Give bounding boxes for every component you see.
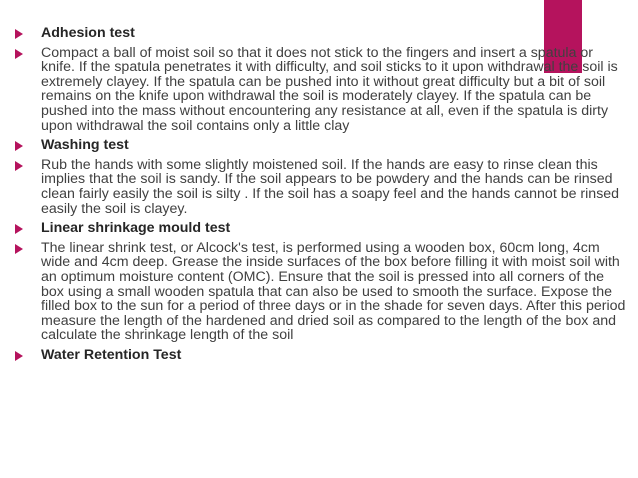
bullet-text: Rub the hands with some slightly moistened soil. If the hands are easy to rinse clean this implies that the soil is sandy. If the soil appears to be powdery and the hands can be rinsed clean fairly easily the soil is silty . If the soil has a soapy feel and the hands cannot be rinsed easily the soil is clayey. bbox=[41, 156, 620, 217]
bullet-text: Water Retention Test bbox=[41, 346, 182, 363]
bullet-water-retention-heading bbox=[14, 348, 628, 363]
bullet-text: Compact a ball of moist soil so that it does not stick to the fingers and insert a spatula or knife. If the spatula penetrates it with difficulty, and soil sticks to it upon withdrawal the soil is extremely clayey. If the spatula can be pushed into it without great difficulty but a bit of soil remains on the knife upon withdrawal the soil is moderately clayey. If the spatula can be pushed into the mass without encountering any resistance at all, even if the spatula is dirty upon withdrawal the soil contains only a little clay bbox=[41, 44, 618, 134]
triangle-bullet-icon bbox=[15, 29, 23, 39]
triangle-bullet-icon bbox=[15, 351, 23, 361]
triangle-bullet-icon bbox=[15, 244, 23, 254]
bullet-text: The linear shrink test, or Alcock's test, is performed using a wooden box, 60cm long, 4cm wide and 4cm deep. Grease the inside surfaces of the box before filling it with moist soil with an optimum moisture content (OMC). Ensure that the soil is pressed into all corners of the box using a small wooden spatula that can also be used to smooth the surface. Expose the filled box to the sun for a period of three days or in the shade for seven days. After this period measure the length of the hardened and dried soil as compared to the length of the box and calculate the shrinkage length of the soil bbox=[41, 239, 626, 344]
bullet-text: Adhesion test bbox=[41, 25, 135, 41]
slide-body bbox=[14, 26, 628, 367]
triangle-bullet-icon bbox=[15, 49, 23, 59]
bullet-adhesion-body bbox=[14, 46, 628, 134]
triangle-bullet-icon bbox=[15, 161, 23, 171]
bullet-washing-body bbox=[14, 158, 628, 216]
triangle-bullet-icon bbox=[15, 141, 23, 151]
bullet-shrinkage-heading bbox=[14, 221, 628, 236]
bullet-shrinkage-body bbox=[14, 241, 628, 343]
bullet-text: Linear shrinkage mould test bbox=[41, 220, 231, 237]
bullet-washing-heading bbox=[14, 138, 628, 153]
bullet-adhesion-heading bbox=[14, 26, 628, 41]
triangle-bullet-icon bbox=[15, 224, 23, 234]
bullet-text: Washing test bbox=[41, 137, 129, 154]
